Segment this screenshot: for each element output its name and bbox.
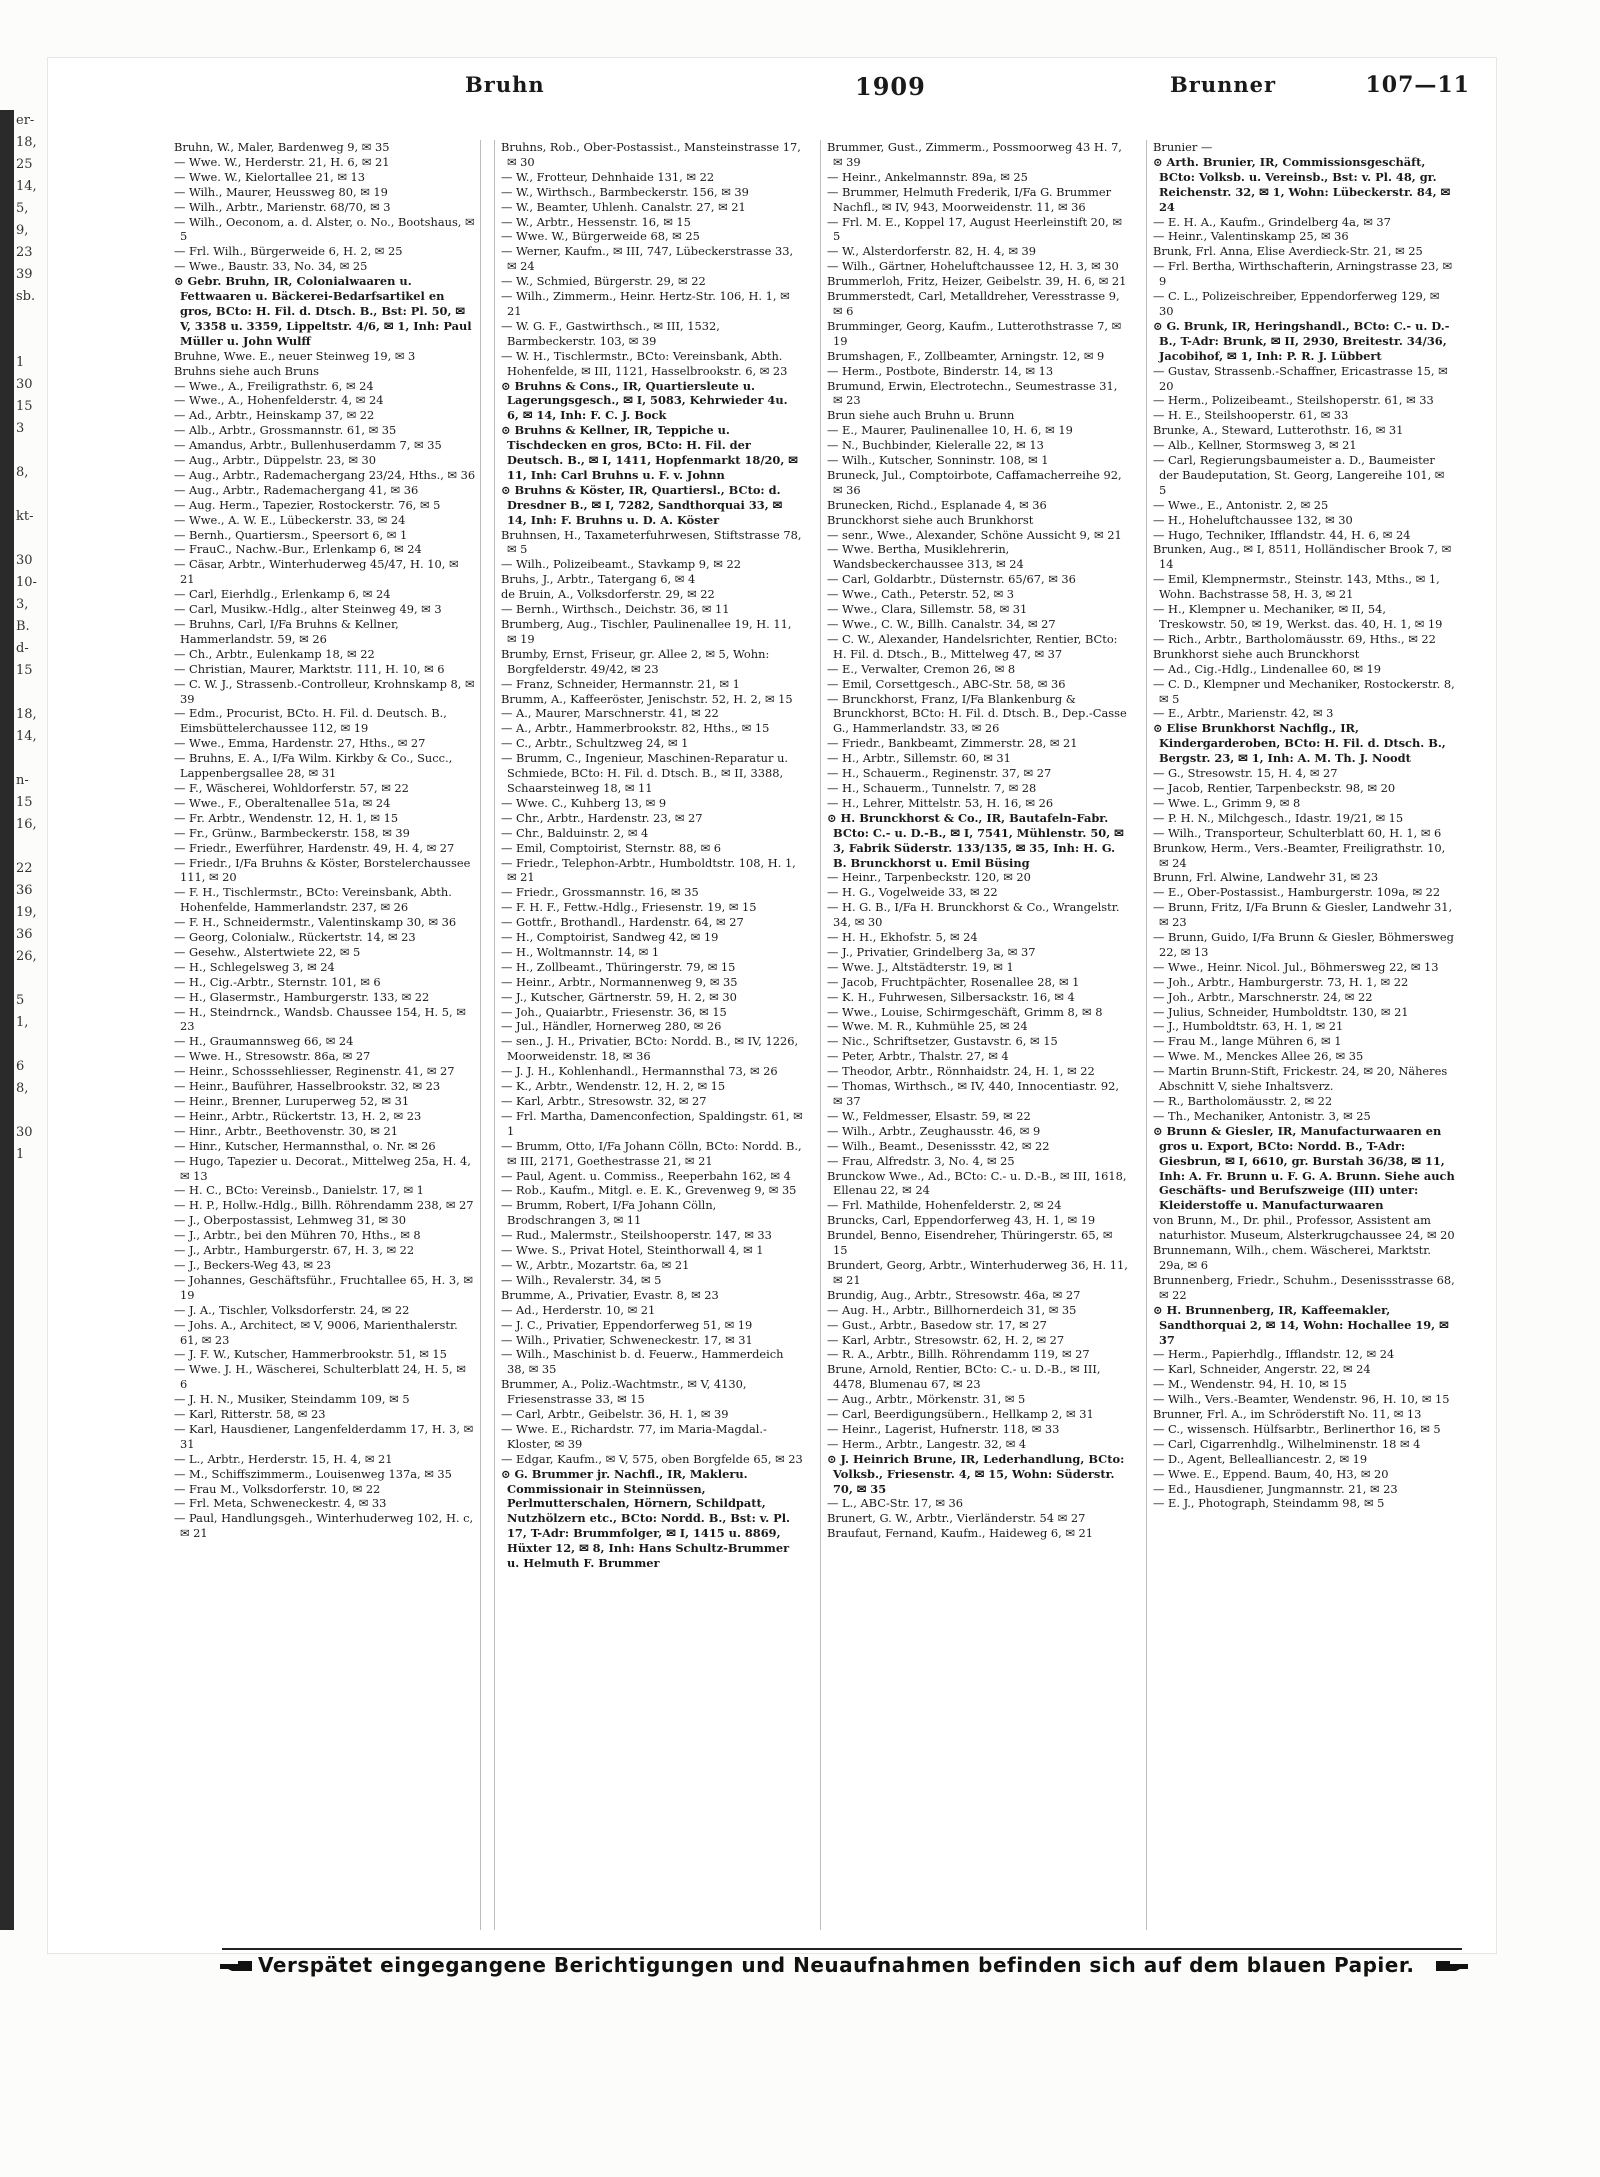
directory-entry: — Friedr., Telephon-Arbtr., Humboldtstr. 108, H. 1, ✉ 21 bbox=[501, 855, 796, 885]
directory-entry: — H. G. B., I/Fa H. Brunckhorst & Co., Wrangelstr. 34, ✉ 30 bbox=[827, 900, 1120, 930]
directory-entry: — Hugo, Techniker, Ifflandstr. 44, H. 6, ✉ 24 bbox=[1153, 527, 1411, 542]
directory-entry: — Carl, Musikw.-Hdlg., alter Steinweg 49, ✉ 3 bbox=[174, 602, 442, 617]
directory-entry: — Th., Mechaniker, Antonistr. 3, ✉ 25 bbox=[1153, 1108, 1371, 1123]
directory-entry: — Werner, Kaufm., ✉ III, 747, Lübeckerstrasse 33, ✉ 24 bbox=[501, 244, 794, 274]
directory-entry: — Chr., Balduinstr. 2, ✉ 4 bbox=[501, 825, 649, 840]
directory-entry: — Carl, Regierungsbaumeister a. D., Baumeister der Baudeputation, St. Georg, Langereihe 101, ✉ 5 bbox=[1153, 453, 1445, 497]
directory-entry: Brummer, Gust., Zimmerm., Possmoorweg 43 H. 7, ✉ 39 bbox=[827, 140, 1122, 169]
directory-entry: — Herm., Postbote, Binderstr. 14, ✉ 13 bbox=[827, 363, 1054, 378]
directory-entry: — C. D., Klempner und Mechaniker, Rostockerstr. 8, ✉ 5 bbox=[1153, 676, 1455, 706]
directory-entry: — Wwe. E., Eppend. Baum, 40, H3, ✉ 20 bbox=[1153, 1466, 1389, 1481]
directory-entry: — H. H., Ekhofstr. 5, ✉ 24 bbox=[827, 930, 978, 945]
directory-entry: — Heinr., Valentinskamp 25, ✉ 36 bbox=[1153, 229, 1349, 244]
directory-entry: — Wilh., Arbtr., Marienstr. 68/70, ✉ 3 bbox=[174, 199, 391, 214]
directory-entry: — Paul, Handlungsgeh., Winterhuderweg 102, H. c, ✉ 21 bbox=[174, 1511, 474, 1541]
directory-entry: Brundert, Georg, Arbtr., Winterhuderweg 36, H. 11, ✉ 21 bbox=[827, 1257, 1128, 1287]
directory-entry: ⊙ Gebr. Bruhn, IR, Colonialwaaren u. Fettwaaren u. Bäckerei-Bedarfsartikel en gros, BCto: H. Fil. d. Dtsch. B., Bst: Pl. 50, ✉ V, 3358 u. 3359, Lippeltstr. 4/6, ✉ 1, Inh: Paul Müller u. John Wulff bbox=[174, 274, 472, 348]
directory-entry: — Ed., Hausdiener, Jungmannstr. 21, ✉ 23 bbox=[1153, 1481, 1398, 1496]
directory-entry: — Bernh., Quartiersm., Speersort 6, ✉ 1 bbox=[174, 527, 408, 542]
directory-entry: — H., Lehrer, Mittelstr. 53, H. 16, ✉ 26 bbox=[827, 795, 1054, 810]
directory-entry: Brunert, G. W., Arbtr., Vierländerstr. 54 ✉ 27 bbox=[827, 1511, 1086, 1526]
directory-entry: — Karl, Schneider, Angerstr. 22, ✉ 24 bbox=[1153, 1362, 1371, 1377]
directory-entry: — Wilh., Maurer, Heussweg 80, ✉ 19 bbox=[174, 184, 388, 199]
directory-entry: — Aug., Arbtr., Mörkenstr. 31, ✉ 5 bbox=[827, 1392, 1026, 1407]
directory-entry: — Theodor, Arbtr., Rönnhaidstr. 24, H. 1, ✉ 22 bbox=[827, 1064, 1095, 1079]
directory-entry: Brummerstedt, Carl, Metalldreher, Veresstrasse 9, ✉ 6 bbox=[827, 289, 1120, 318]
directory-entry: — Jacob, Rentier, Tarpenbeckstr. 98, ✉ 20 bbox=[1153, 780, 1396, 795]
directory-entry: — Wwe. E., Richardstr. 77, im Maria-Magdal.-Kloster, ✉ 39 bbox=[501, 1421, 767, 1451]
directory-entry: — Heinr., Arbtr., Normannenweg 9, ✉ 35 bbox=[501, 974, 738, 989]
directory-entry: — E., Arbtr., Marienstr. 42, ✉ 3 bbox=[1153, 706, 1334, 721]
directory-entry: Brumby, Ernst, Friseur, gr. Allee 2, ✉ 5, Wohn: Borgfelderstr. 49/42, ✉ 23 bbox=[501, 646, 770, 676]
directory-entry: — Hugo, Tapezier u. Decorat., Mittelweg 25a, H. 4, ✉ 13 bbox=[174, 1153, 471, 1183]
directory-entry: Brunkhorst siehe auch Brunckhorst bbox=[1153, 646, 1360, 661]
directory-entry: Brunner, Frl. A., im Schröderstift No. 11, ✉ 13 bbox=[1153, 1407, 1422, 1422]
directory-entry: — L., ABC-Str. 17, ✉ 36 bbox=[827, 1496, 964, 1511]
directory-entry: — P. H. N., Milchgesch., Idastr. 19/21, ✉ 15 bbox=[1153, 810, 1404, 825]
directory-entry: — Heinr., Brenner, Luruperweg 52, ✉ 31 bbox=[174, 1094, 410, 1108]
directory-entry: — Wilh., Zimmerm., Heinr. Hertz-Str. 106, H. 1, ✉ 21 bbox=[501, 289, 790, 318]
directory-entry: — Wilh., Vers.-Beamter, Wendenstr. 96, H. 10, ✉ 15 bbox=[1153, 1392, 1450, 1407]
directory-entry: — F. H., Tischlermstr., BCto: Vereinsbank, Abth. Hohenfelde, Hammerlandstr. 237, ✉ 26 bbox=[174, 885, 452, 915]
directory-entry: Brumshagen, F., Zollbeamter, Arningstr. 12, ✉ 9 bbox=[827, 348, 1105, 363]
directory-entry: — E., Maurer, Paulinenallee 10, H. 6, ✉ 19 bbox=[827, 423, 1073, 438]
directory-entry: — Karl, Arbtr., Stresowstr. 62, H. 2, ✉ 27 bbox=[827, 1332, 1065, 1347]
directory-entry: — Brummer, Helmuth Frederik, I/Fa G. Brummer Nachfl., ✉ IV, 943, Moorweidenstr. 11, ✉ 36 bbox=[827, 184, 1112, 214]
directory-entry: — J. C., Privatier, Eppendorferweg 51, ✉ 19 bbox=[501, 1317, 753, 1332]
directory-entry: — H. G., Vogelweide 33, ✉ 22 bbox=[827, 885, 998, 900]
directory-entry: — H., Schauerm., Tunnelstr. 7, ✉ 28 bbox=[827, 780, 1037, 795]
directory-entry: — Wilh., Maschinist b. d. Feuerw., Hammerdeich 38, ✉ 35 bbox=[501, 1347, 784, 1377]
page-header bbox=[90, 72, 1470, 112]
directory-entry: — Wwe., A., Hohenfelderstr. 4, ✉ 24 bbox=[174, 393, 384, 408]
directory-entry: — Karl, Hausdiener, Langenfelderdamm 17, H. 3, ✉ 31 bbox=[174, 1421, 474, 1451]
directory-entry: — Wwe. S., Privat Hotel, Steinthorwall 4, ✉ 1 bbox=[501, 1243, 764, 1258]
directory-entry: Bruncks, Carl, Eppendorferweg 43, H. 1, ✉ 19 bbox=[827, 1213, 1096, 1228]
directory-entry: — Johannes, Geschäftsführ., Fruchtallee 65, H. 3, ✉ 19 bbox=[174, 1272, 473, 1302]
directory-entry: — Hinr., Kutscher, Hermannsthal, o. Nr. ✉ 26 bbox=[174, 1138, 436, 1153]
directory-entry: — H., Steindrnck., Wandsb. Chaussee 154, H. 5, ✉ 23 bbox=[174, 1004, 466, 1034]
directory-entry: — Heinr., Schosssehliesser, Reginenstr. 41, ✉ 27 bbox=[174, 1064, 455, 1079]
directory-entry: — Brumm, Otto, I/Fa Johann Cölln, BCto: Nordd. B., ✉ III, 2171, Goethestrasse 21, ✉ 21 bbox=[501, 1138, 802, 1168]
directory-entry: Brundig, Aug., Arbtr., Stresowstr. 46a, ✉ 27 bbox=[827, 1287, 1081, 1302]
pointing-hand-icon bbox=[1434, 1958, 1470, 1974]
directory-entry: — D., Agent, Bellealliancestr. 2, ✉ 19 bbox=[1153, 1451, 1368, 1466]
directory-entry: — Amandus, Arbtr., Bullenhuserdamm 7, ✉ 35 bbox=[174, 438, 442, 453]
directory-entry: — Rich., Arbtr., Bartholomäusstr. 69, Hths., ✉ 22 bbox=[1153, 631, 1436, 646]
directory-entry: — Friedr., Bankbeamt, Zimmerstr. 28, ✉ 21 bbox=[827, 736, 1078, 751]
directory-entry: — H., Schlegelsweg 3, ✉ 24 bbox=[174, 959, 335, 974]
directory-entry: — Gesehw., Alstertwiete 22, ✉ 5 bbox=[174, 944, 361, 959]
directory-entry: Brunnemann, Wilh., chem. Wäscherei, Marktstr. 29a, ✉ 6 bbox=[1153, 1243, 1432, 1272]
directory-entry: — H., Glasermstr., Hamburgerstr. 133, ✉ 22 bbox=[174, 989, 430, 1004]
directory-entry: Brunkow, Herm., Vers.-Beamter, Freiligrathstr. 10, ✉ 24 bbox=[1153, 840, 1446, 870]
directory-entry: — Wilh., Gärtner, Hoheluftchaussee 12, H. 3, ✉ 30 bbox=[827, 259, 1119, 274]
directory-entry: — Frau M., lange Mühren 6, ✉ 1 bbox=[1153, 1034, 1342, 1049]
column-1 bbox=[168, 140, 481, 1930]
directory-entry: Brunier — bbox=[1153, 140, 1213, 154]
directory-entry: — Wwe. W., Kielortallee 21, ✉ 13 bbox=[174, 169, 366, 184]
header-year: 1909 bbox=[855, 72, 926, 101]
directory-entry: — Joh., Arbtr., Marschnerstr. 24, ✉ 22 bbox=[1153, 989, 1373, 1004]
directory-entry: Bruhne, Wwe. E., neuer Steinweg 19, ✉ 3 bbox=[174, 348, 416, 363]
directory-entry: — senr., Wwe., Alexander, Schöne Aussicht 9, ✉ 21 bbox=[827, 527, 1122, 542]
directory-entry: — Herm., Papierhdlg., Ifflandstr. 12, ✉ 24 bbox=[1153, 1347, 1395, 1362]
directory-entry: ⊙ Elise Brunkhorst Nachflg., IR, Kindergarderoben, BCto: H. Fil. d. Dtsch. B., Bergstr. 23, ✉ 1, Inh: A. M. Th. J. Noodt bbox=[1153, 721, 1446, 766]
directory-entry: — E., Verwalter, Cremon 26, ✉ 8 bbox=[827, 661, 1016, 676]
directory-entry: — FrauC., Nachw.-Bur., Erlenkamp 6, ✉ 24 bbox=[174, 542, 422, 557]
directory-entry: — W., Schmied, Bürgerstr. 29, ✉ 22 bbox=[501, 274, 706, 289]
directory-entry: — Franz, Schneider, Hermannstr. 21, ✉ 1 bbox=[501, 676, 740, 691]
column-4 bbox=[1146, 140, 1459, 1930]
directory-entry: — J., Arbtr., Hamburgerstr. 67, H. 3, ✉ 22 bbox=[174, 1243, 415, 1258]
directory-entry: — Wwe., E., Antonistr. 2, ✉ 25 bbox=[1153, 497, 1329, 512]
directory-entry: — Christian, Maurer, Marktstr. 111, H. 10, ✉ 6 bbox=[174, 661, 445, 676]
directory-entry: — Wwe. W., Herderstr. 21, H. 6, ✉ 21 bbox=[174, 154, 390, 169]
directory-entry: — A., Maurer, Marschnerstr. 41, ✉ 22 bbox=[501, 706, 719, 721]
directory-entry: — Frl. Wilh., Bürgerweide 6, H. 2, ✉ 25 bbox=[174, 244, 403, 259]
directory-entry: Brunke, A., Steward, Lutterothstr. 16, ✉ 31 bbox=[1153, 423, 1404, 438]
header-right-keyword: Brunner bbox=[1170, 72, 1277, 97]
directory-entry: — Gust., Arbtr., Basedow str. 17, ✉ 27 bbox=[827, 1317, 1047, 1332]
directory-entry: — Brumm, C., Ingenieur, Maschinen-Reparatur u. Schmiede, BCto: H. Fil. d. Dtsch. B., ✉ II, 3388, Schaarsteinweg 18, ✉ 11 bbox=[501, 751, 789, 795]
directory-entry: — H. P., Hollw.-Hdlg., Billh. Röhrendamm 238, ✉ 27 bbox=[174, 1198, 474, 1213]
directory-entry: — Carl, Goldarbtr., Düsternstr. 65/67, ✉ 36 bbox=[827, 572, 1076, 587]
directory-entry: — W., Feldmesser, Elsastr. 59, ✉ 22 bbox=[827, 1108, 1031, 1123]
directory-entry: — H., Klempner u. Mechaniker, ✉ II, 54, Treskowstr. 50, ✉ 19, Werkst. das. 40, H. 1, ✉ 19 bbox=[1153, 602, 1443, 631]
directory-entry: — Johs. A., Architect, ✉ V, 9006, Marienthalerstr. 61, ✉ 23 bbox=[174, 1317, 458, 1347]
directory-entry: Bruhn, W., Maler, Bardenweg 9, ✉ 35 bbox=[174, 140, 390, 154]
directory-entry: — Wwe., Cath., Peterstr. 52, ✉ 3 bbox=[827, 587, 1015, 602]
directory-entry: — Bruhns, Carl, I/Fa Bruhns & Kellner, Hammerlandstr. 59, ✉ 26 bbox=[174, 617, 399, 646]
directory-entry: — K., Arbtr., Wendenstr. 12, H. 2, ✉ 15 bbox=[501, 1079, 726, 1094]
directory-entry: — Carl, Beerdigungsübern., Hellkamp 2, ✉ 31 bbox=[827, 1407, 1094, 1422]
directory-entry: — Karl, Arbtr., Stresowstr. 32, ✉ 27 bbox=[501, 1094, 707, 1108]
directory-entry: — H., Hoheluftchaussee 132, ✉ 30 bbox=[1153, 512, 1353, 527]
directory-entry: — Wilh., Oeconom, a. d. Alster, o. No., Bootshaus, ✉ 5 bbox=[174, 214, 475, 244]
directory-entry: Brumminger, Georg, Kaufm., Lutterothstrasse 7, ✉ 19 bbox=[827, 318, 1122, 348]
directory-entry: — Hinr., Arbtr., Beethovenstr. 30, ✉ 21 bbox=[174, 1123, 398, 1138]
directory-entry: — Carl, Cigarrenhdlg., Wilhelminenstr. 18 ✉ 4 bbox=[1153, 1436, 1421, 1451]
directory-entry: — Wwe., Baustr. 33, No. 34, ✉ 25 bbox=[174, 259, 368, 274]
directory-entry: — Emil, Comptoirist, Sternstr. 88, ✉ 6 bbox=[501, 840, 722, 855]
directory-entry: — Herm., Arbtr., Langestr. 32, ✉ 4 bbox=[827, 1436, 1027, 1451]
directory-entry: — C., Arbtr., Schultzweg 24, ✉ 1 bbox=[501, 736, 689, 751]
directory-entry: — A., Arbtr., Hammerbrookstr. 82, Hths., ✉ 15 bbox=[501, 721, 770, 736]
directory-entry: Braufaut, Fernand, Kaufm., Haideweg 6, ✉ 21 bbox=[827, 1526, 1094, 1541]
directory-entry: — Ch., Arbtr., Eulenkamp 18, ✉ 22 bbox=[174, 646, 375, 661]
directory-entry: — Thomas, Wirthsch., ✉ IV, 440, Innocentiastr. 92, ✉ 37 bbox=[827, 1079, 1120, 1108]
directory-entry: — Aug., Arbtr., Rademachergang 23/24, Hths., ✉ 36 bbox=[174, 467, 476, 482]
directory-entry: — F., Wäscherei, Wohldorferstr. 57, ✉ 22 bbox=[174, 780, 409, 795]
directory-entry: — Ad., Cig.-Hdlg., Lindenallee 60, ✉ 19 bbox=[1153, 661, 1382, 676]
directory-entry: — C. W., Alexander, Handelsrichter, Rentier, BCto: H. Fil. d. Dtsch., B., Mittelweg 47, ✉ 37 bbox=[827, 631, 1118, 661]
directory-entry: — Chr., Arbtr., Hardenstr. 23, ✉ 27 bbox=[501, 810, 703, 825]
directory-entry: Brummer, A., Poliz.-Wachtmstr., ✉ V, 4130, Friesenstrasse 33, ✉ 15 bbox=[501, 1377, 747, 1407]
directory-entry: — J. H. N., Musiker, Steindamm 109, ✉ 5 bbox=[174, 1392, 410, 1407]
directory-entry: — J., Humboldtstr. 63, H. 1, ✉ 21 bbox=[1153, 1019, 1344, 1034]
header-page-number: 107—11 bbox=[1365, 72, 1470, 98]
directory-entry: — Jul., Händler, Hornerweg 280, ✉ 26 bbox=[501, 1019, 722, 1034]
directory-entry: — Wwe. W., Bürgerweide 68, ✉ 25 bbox=[501, 229, 700, 244]
directory-entry: — Ad., Herderstr. 10, ✉ 21 bbox=[501, 1302, 656, 1317]
directory-entry: — H., Zollbeamt., Thüringerstr. 79, ✉ 15 bbox=[501, 959, 736, 974]
directory-entry: — Frl. M. E., Koppel 17, August Heerleinstift 20, ✉ 5 bbox=[827, 214, 1122, 244]
directory-entry: Brunckow Wwe., Ad., BCto: C.- u. D.-B., ✉ III, 1618, Ellenau 22, ✉ 24 bbox=[827, 1168, 1127, 1198]
directory-entry: — Friedr., I/Fa Bruhns & Köster, Borstelerchaussee 111, ✉ 20 bbox=[174, 855, 471, 885]
directory-entry: — F. H., Schneidermstr., Valentinskamp 30, ✉ 36 bbox=[174, 915, 457, 930]
directory-entry: — Brunckhorst, Franz, I/Fa Blankenburg & Brunckhorst, BCto: H. Fil. d. Dtsch. B., Dep.-Casse G., Hammerlandstr. 33, ✉ 26 bbox=[827, 691, 1127, 736]
directory-entry: — Frau, Alfredstr. 3, No. 4, ✉ 25 bbox=[827, 1153, 1015, 1168]
directory-entry: — Rud., Malermstr., Steilshooperstr. 147, ✉ 33 bbox=[501, 1228, 772, 1243]
directory-entry: — F. H. F., Fettw.-Hdlg., Friesenstr. 19, ✉ 15 bbox=[501, 900, 757, 915]
directory-entry: — Martin Brunn-Stift, Frickestr. 24, ✉ 20, Näheres Abschnitt V, siehe Inhaltsverz. bbox=[1153, 1064, 1448, 1094]
directory-entry: Bruhns, Rob., Ober-Postassist., Mansteinstrasse 17, ✉ 30 bbox=[501, 140, 801, 169]
directory-entry: — Alb., Kellner, Stormsweg 3, ✉ 21 bbox=[1153, 438, 1357, 453]
directory-entry: — Joh., Arbtr., Hamburgerstr. 73, H. 1, ✉ 22 bbox=[1153, 974, 1409, 989]
directory-entry: Brundel, Benno, Eisendreher, Thüringerstr. 65, ✉ 15 bbox=[827, 1228, 1113, 1258]
directory-entry: Brumm, A., Kaffeeröster, Jenischstr. 52, H. 2, ✉ 15 bbox=[501, 691, 793, 706]
directory-entry: — Joh., Quaiarbtr., Friesenstr. 36, ✉ 15 bbox=[501, 1004, 727, 1019]
directory-entry: — C. L., Polizeischreiber, Eppendorferweg 129, ✉ 30 bbox=[1153, 289, 1440, 318]
directory-entry: — Brunn, Guido, I/Fa Brunn & Giesler, Böhmersweg 22, ✉ 13 bbox=[1153, 930, 1454, 959]
directory-entry: — Fr. Arbtr., Wendenstr. 12, H. 1, ✉ 15 bbox=[174, 810, 399, 825]
directory-entry: — Aug. Herm., Tapezier, Rostockerstr. 76, ✉ 5 bbox=[174, 497, 441, 512]
directory-entry: — Frl. Mathilde, Hohenfelderstr. 2, ✉ 24 bbox=[827, 1198, 1062, 1213]
pointing-hand-icon bbox=[218, 1958, 254, 1974]
directory-entry: — Fr., Grünw., Barmbeckerstr. 158, ✉ 39 bbox=[174, 825, 410, 840]
directory-entry: — W., Alsterdorferstr. 82, H. 4, ✉ 39 bbox=[827, 244, 1036, 259]
directory-entry: — Wwe., Heinr. Nicol. Jul., Böhmersweg 22, ✉ 13 bbox=[1153, 959, 1439, 974]
directory-entry: ⊙ G. Brunk, IR, Heringshandl., BCto: C.- u. D.-B., T-Adr: Brunk, ✉ II, 2930, Breitestr. 34/36, Jacobihof, ✉ 1, Inh: P. R. J. Lübbert bbox=[1153, 318, 1450, 363]
directory-entry: ⊙ Bruhns & Cons., IR, Quartiersleute u. Lagerungsgesch., ✉ I, 5083, Kehrwieder 4u. 6, ✉ 14, Inh: F. C. J. Bock bbox=[501, 378, 788, 423]
directory-entry: — G., Stresowstr. 15, H. 4, ✉ 27 bbox=[1153, 766, 1338, 781]
directory-entry: — Wilh., Arbtr., Zeughausstr. 46, ✉ 9 bbox=[827, 1123, 1041, 1138]
directory-entry: Brunecken, Richd., Esplanade 4, ✉ 36 bbox=[827, 497, 1047, 512]
directory-entry: — R. A., Arbtr., Billh. Röhrendamm 119, ✉ 27 bbox=[827, 1347, 1090, 1362]
directory-entry: — H. C., BCto: Vereinsb., Danielstr. 17, ✉ 1 bbox=[174, 1183, 424, 1198]
directory-entry: ⊙ H. Brunnenberg, IR, Kaffeemakler, Sandthorquai 2, ✉ 14, Wohn: Hochallee 19, ✉ 37 bbox=[1153, 1302, 1449, 1347]
directory-entry: ⊙ Bruhns & Kellner, IR, Teppiche u. Tischdecken en gros, BCto: H. Fil. der Deutsch. B., ✉ I, 1411, Hopfenmarkt 18/20, ✉ 11, Inh: Carl Bruhns u. F. v. Johnn bbox=[501, 423, 798, 482]
directory-entry: — Wwe. M., Menckes Allee 26, ✉ 35 bbox=[1153, 1049, 1364, 1064]
directory-entry: — Wwe. Bertha, Musiklehrerin, Wandsbeckerchaussee 313, ✉ 24 bbox=[827, 542, 1024, 572]
directory-entry: — M., Wendenstr. 94, H. 10, ✉ 15 bbox=[1153, 1377, 1347, 1392]
directory-entry: — Heinr., Lagerist, Hufnerstr. 118, ✉ 33 bbox=[827, 1421, 1060, 1436]
directory-entry: — Alb., Arbtr., Grossmannstr. 61, ✉ 35 bbox=[174, 423, 397, 438]
directory-entry: — Herm., Polizeibeamt., Steilshoperstr. 61, ✉ 33 bbox=[1153, 393, 1434, 408]
directory-entry: ⊙ J. Heinrich Brune, IR, Lederhandlung, BCto: Volksb., Friesenstr. 4, ✉ 15, Wohn: Süderstr. 70, ✉ 35 bbox=[827, 1451, 1125, 1496]
directory-entry: — R., Bartholomäusstr. 2, ✉ 22 bbox=[1153, 1094, 1333, 1108]
directory-entry: — Aug., Arbtr., Rademachergang 41, ✉ 36 bbox=[174, 482, 419, 497]
directory-entry: Brunckhorst siehe auch Brunkhorst bbox=[827, 512, 1034, 527]
directory-entry: — Wwe. J. H., Wäscherei, Schulterblatt 24, H. 5, ✉ 6 bbox=[174, 1362, 466, 1392]
directory-entry: — Friedr., Ewerführer, Hardenstr. 49, H. 4, ✉ 27 bbox=[174, 840, 455, 855]
directory-entry: — Frl. Martha, Damenconfection, Spaldingstr. 61, ✉ 1 bbox=[501, 1108, 803, 1138]
directory-entry: — W., Arbtr., Hessenstr. 16, ✉ 15 bbox=[501, 214, 691, 229]
directory-entry: — Brumm, Robert, I/Fa Johann Cölln, Brodschrangen 3, ✉ 11 bbox=[501, 1198, 717, 1228]
directory-entry: — Wwe. J., Altstädterstr. 19, ✉ 1 bbox=[827, 959, 1014, 974]
directory-entry: — Aug., Arbtr., Düppelstr. 23, ✉ 30 bbox=[174, 453, 377, 468]
directory-entry: ⊙ H. Brunckhorst & Co., IR, Bautafeln-Fabr. BCto: C.- u. D.-B., ✉ I, 7541, Mühlenstr. 50, ✉ 3, Fabrik Süderstr. 133/135, ✉ 35, Inh: H. G. B. Brunckhorst u. Emil Büsing bbox=[827, 810, 1124, 870]
directory-entry: — Emil, Corsettgesch., ABC-Str. 58, ✉ 36 bbox=[827, 676, 1066, 691]
directory-entry: — K. H., Fuhrwesen, Silbersackstr. 16, ✉ 4 bbox=[827, 989, 1075, 1004]
directory-entry: — Gottfr., Brothandl., Hardenstr. 64, ✉ 27 bbox=[501, 915, 744, 930]
directory-entry: — Wilh., Kutscher, Sonninstr. 108, ✉ 1 bbox=[827, 453, 1049, 468]
directory-entry: — Wwe., Clara, Sillemstr. 58, ✉ 31 bbox=[827, 602, 1028, 617]
directory-entry: — W., Frotteur, Dehnhaide 131, ✉ 22 bbox=[501, 169, 715, 184]
directory-entry: — Brunn, Fritz, I/Fa Brunn & Giesler, Landwehr 31, ✉ 23 bbox=[1153, 900, 1453, 930]
directory-entry: — Frl. Bertha, Wirthschafterin, Arningstrasse 23, ✉ 9 bbox=[1153, 259, 1453, 289]
directory-entry: — Edm., Procurist, BCto. H. Fil. d. Deutsch. B., Eimsbüttelerchaussee 112, ✉ 19 bbox=[174, 706, 447, 736]
directory-entry: — H. E., Steilshooperstr. 61, ✉ 33 bbox=[1153, 408, 1349, 423]
directory-entry: — C., wissensch. Hülfsarbtr., Berlinerthor 16, ✉ 5 bbox=[1153, 1421, 1441, 1436]
directory-entry: — Wwe., Emma, Hardenstr. 27, Hths., ✉ 27 bbox=[174, 736, 426, 751]
directory-entry: — Wwe., Louise, Schirmgeschäft, Grimm 8, ✉ 8 bbox=[827, 1004, 1103, 1019]
directory-entry: — Heinr., Ankelmannstr. 89a, ✉ 25 bbox=[827, 169, 1028, 184]
directory-entry: — J., Beckers-Weg 43, ✉ 23 bbox=[174, 1257, 332, 1272]
directory-entry: — W., Wirthsch., Barmbeckerstr. 156, ✉ 39 bbox=[501, 184, 749, 199]
column-2 bbox=[494, 140, 807, 1930]
directory-entry: — Edgar, Kaufm., ✉ V, 575, oben Borgfelde 65, ✉ 23 bbox=[501, 1451, 803, 1466]
directory-entry: — J., Oberpostassist, Lehmweg 31, ✉ 30 bbox=[174, 1213, 406, 1228]
directory-entry: — Carl, Eierhdlg., Erlenkamp 6, ✉ 24 bbox=[174, 587, 391, 602]
directory-entry: ⊙ Bruhns & Köster, IR, Quartiersl., BCto: d. Dresdner B., ✉ I, 7282, Sandthorquai 33, ✉ 14, Inh: F. Bruhns u. D. A. Köster bbox=[501, 482, 783, 527]
directory-entry: — Wwe., A., Freiligrathstr. 6, ✉ 24 bbox=[174, 378, 374, 393]
directory-entry: — W. G. F., Gastwirthsch., ✉ III, 1532, Barmbeckerstr. 103, ✉ 39 bbox=[501, 318, 720, 348]
directory-entry: ⊙ Brunn & Giesler, IR, Manufacturwaaren en gros u. Export, BCto: Nordd. B., T-Adr: Giesbrun, ✉ I, 6610, gr. Burstah 36/38, ✉ 11, Inh: A. Fr. Brunn u. F. G. A. Brunn. Siehe auch Geschäfts- und Berufszweige (III) unter: Kleiderstoffe u. Manufacturwaaren bbox=[1153, 1123, 1455, 1213]
directory-entry: — J. J. H., Kohlenhandl., Hermannsthal 73, ✉ 26 bbox=[501, 1064, 778, 1079]
directory-entry: Brunn, Frl. Alwine, Landwehr 31, ✉ 23 bbox=[1153, 870, 1379, 885]
directory-entry: — W., Arbtr., Mozartstr. 6a, ✉ 21 bbox=[501, 1257, 690, 1272]
footer-notice: Verspätet eingegangene Berichtigungen und Neuaufnahmen befinden sich auf dem blauen Papier. bbox=[258, 1953, 1415, 1977]
directory-entry: — Wwe. L., Grimm 9, ✉ 8 bbox=[1153, 795, 1301, 810]
directory-entry: Bruhns siehe auch Bruns bbox=[174, 363, 320, 378]
directory-entry: — Georg, Colonialw., Rückertstr. 14, ✉ 23 bbox=[174, 930, 416, 945]
directory-entry: — Wwe. C., Kuhberg 13, ✉ 9 bbox=[501, 795, 667, 810]
directory-entry: — Frau M., Volksdorferstr. 10, ✉ 22 bbox=[174, 1481, 381, 1496]
directory-entry: — Ad., Arbtr., Heinskamp 37, ✉ 22 bbox=[174, 408, 375, 423]
directory-entry: — H., Cig.-Arbtr., Sternstr. 101, ✉ 6 bbox=[174, 974, 381, 989]
directory-entry: — J., Kutscher, Gärtnerstr. 59, H. 2, ✉ 30 bbox=[501, 989, 737, 1004]
directory-entry: — E. J., Photograph, Steindamm 98, ✉ 5 bbox=[1153, 1496, 1385, 1511]
directory-entry: — W., Beamter, Uhlenh. Canalstr. 27, ✉ 21 bbox=[501, 199, 746, 214]
directory-entry: — Karl, Ritterstr. 58, ✉ 23 bbox=[174, 1407, 326, 1422]
directory-entry: — Wwe., A. W. E., Lübeckerstr. 33, ✉ 24 bbox=[174, 512, 406, 527]
directory-entry: — N., Buchbinder, Kieleralle 22, ✉ 13 bbox=[827, 438, 1044, 453]
previous-page-edge bbox=[0, 110, 14, 1930]
directory-entry: Brune, Arnold, Rentier, BCto: C.- u. D.-B., ✉ III, 4478, Blumenau 67, ✉ 23 bbox=[827, 1362, 1101, 1392]
directory-entry: Brunken, Aug., ✉ I, 8511, Holländischer Brook 7, ✉ 14 bbox=[1153, 542, 1452, 572]
directory-entry: — Heinr., Arbtr., Rückertstr. 13, H. 2, ✉ 23 bbox=[174, 1108, 422, 1123]
directory-entry: — Bruhns, E. A., I/Fa Wilm. Kirkby & Co., Succ., Lappenbergsallee 28, ✉ 31 bbox=[174, 751, 453, 781]
directory-entry: Brumund, Erwin, Electrotechn., Seumestrasse 31, ✉ 23 bbox=[827, 378, 1118, 408]
directory-entry: Brumberg, Aug., Tischler, Paulinenallee 19, H. 11, ✉ 19 bbox=[501, 617, 792, 646]
directory-entry: — Emil, Klempnermstr., Steinstr. 143, Mths., ✉ 1, Wohn. Bachstrasse 58, H. 3, ✉ 21 bbox=[1153, 572, 1440, 602]
directory-entry: — sen., J. H., Privatier, BCto: Nordd. B., ✉ IV, 1226, Moorweidenstr. 18, ✉ 36 bbox=[501, 1034, 799, 1064]
directory-entry: — Peter, Arbtr., Thalstr. 27, ✉ 4 bbox=[827, 1049, 1009, 1064]
directory-entry: — Paul, Agent. u. Commiss., Reeperbahn 162, ✉ 4 bbox=[501, 1168, 791, 1183]
directory-entry: — Wilh., Revalerstr. 34, ✉ 5 bbox=[501, 1272, 662, 1287]
directory-entry: — Wwe., C. W., Billh. Canalstr. 34, ✉ 27 bbox=[827, 617, 1056, 631]
directory-entry: Brummerloh, Fritz, Heizer, Geibelstr. 39, H. 6, ✉ 21 bbox=[827, 274, 1127, 289]
directory-entry: — J. F. W., Kutscher, Hammerbrookstr. 51, ✉ 15 bbox=[174, 1347, 447, 1362]
directory-entry: — Wwe., F., Oberaltenallee 51a, ✉ 24 bbox=[174, 795, 391, 810]
directory-entry: — Wilh., Transporteur, Schulterblatt 60, H. 1, ✉ 6 bbox=[1153, 825, 1442, 840]
directory-entry: — Wwe. H., Stresowstr. 86a, ✉ 27 bbox=[174, 1049, 371, 1064]
directory-entry: Brun siehe auch Bruhn u. Brunn bbox=[827, 408, 1015, 423]
directory-entry: — Bernh., Wirthsch., Deichstr. 36, ✉ 11 bbox=[501, 602, 730, 617]
directory-entry: von Brunn, M., Dr. phil., Professor, Assistent am naturhistor. Museum, Alsterkrugchaussee 24, ✉ 20 bbox=[1153, 1213, 1455, 1243]
directory-entry: — Nic., Schriftsetzer, Gustavstr. 6, ✉ 15 bbox=[827, 1034, 1058, 1049]
directory-entry: — E. H. A., Kaufm., Grindelberg 4a, ✉ 37 bbox=[1153, 214, 1391, 229]
directory-entry: — E., Ober-Postassist., Hamburgerstr. 109a, ✉ 22 bbox=[1153, 885, 1441, 900]
previous-page-margin-text: er- 18, 25 14, 5, 9, 23 39 sb. 1 30 15 3 8, kt- 30 10- 3, B. d- 15 18, 14, n- 15 16, 22 36 19, 36 26, 5 1, 6 8, 30 1 bbox=[16, 113, 37, 1162]
directory-entry: — Wwe. M. R., Kuhmühle 25, ✉ 24 bbox=[827, 1019, 1028, 1034]
directory-entry: — Gustav, Strassenb.-Schaffner, Ericastrasse 15, ✉ 20 bbox=[1153, 363, 1448, 393]
directory-entry: — Wilh., Polizeibeamt., Stavkamp 9, ✉ 22 bbox=[501, 557, 741, 572]
directory-columns bbox=[168, 140, 1458, 1930]
directory-entry: — C. W. J., Strassenb.-Controlleur, Krohnskamp 8, ✉ 39 bbox=[174, 676, 475, 706]
directory-entry: Bruhs, J., Arbtr., Tatergang 6, ✉ 4 bbox=[501, 572, 696, 587]
column-3 bbox=[820, 140, 1133, 1930]
directory-entry: — Heinr., Bauführer, Hasselbrookstr. 32, ✉ 23 bbox=[174, 1079, 441, 1094]
directory-entry: ⊙ G. Brummer jr. Nachfl., IR, Makleru. Commissionair in Steinnüssen, Perlmutterschalen, Hörnern, Schildpatt, Nutzhölzern etc., BCto: Nordd. B., Bst: v. Pl. 17, T-Adr: Brummfolger, ✉ I, 1415 u. 8869, Hüxter 12, ✉ 8, Inh: Hans Schultz-Brummer u. Helmuth F. Brummer bbox=[501, 1466, 790, 1571]
directory-entry: — Heinr., Tarpenbeckstr. 120, ✉ 20 bbox=[827, 870, 1031, 885]
directory-entry: — J., Privatier, Grindelberg 3a, ✉ 37 bbox=[827, 944, 1036, 959]
directory-entry: — Friedr., Grossmannstr. 16, ✉ 35 bbox=[501, 885, 699, 900]
directory-entry: Bruneck, Jul., Comptoirbote, Caffamacherreihe 92, ✉ 36 bbox=[827, 467, 1122, 497]
directory-entry: — H., Arbtr., Sillemstr. 60, ✉ 31 bbox=[827, 751, 1011, 766]
directory-entry: — Wilh., Beamt., Desenissstr. 42, ✉ 22 bbox=[827, 1138, 1050, 1153]
directory-entry: — Cäsar, Arbtr., Winterhuderweg 45/47, H. 10, ✉ 21 bbox=[174, 557, 459, 587]
directory-entry: — H., Woltmannstr. 14, ✉ 1 bbox=[501, 944, 660, 959]
directory-entry: — Carl, Arbtr., Geibelstr. 36, H. 1, ✉ 39 bbox=[501, 1407, 729, 1422]
directory-entry: — J., Arbtr., bei den Mühren 70, Hths., ✉ 8 bbox=[174, 1228, 421, 1243]
directory-entry: — Aug. H., Arbtr., Billhornerdeich 31, ✉ 35 bbox=[827, 1302, 1077, 1317]
directory-entry: — J. A., Tischler, Volksdorferstr. 24, ✉ 22 bbox=[174, 1302, 410, 1317]
header-left-keyword: Bruhn bbox=[465, 72, 545, 97]
directory-entry: — Wilh., Privatier, Schweneckestr. 17, ✉ 31 bbox=[501, 1332, 753, 1347]
directory-entry: ⊙ Arth. Brunier, IR, Commissionsgeschäft, BCto: Volksb. u. Vereinsb., Bst: v. Pl. 48, gr. Reichenstr. 32, ✉ 1, Wohn: Lübeckerstr. 84, ✉ 24 bbox=[1153, 154, 1451, 214]
directory-entry: — Rob., Kaufm., Mitgl. e. E. K., Grevenweg 9, ✉ 35 bbox=[501, 1183, 797, 1198]
directory-entry: — Julius, Schneider, Humboldtstr. 130, ✉ 21 bbox=[1153, 1004, 1409, 1019]
directory-entry: Bruhnsen, H., Taxameterfuhrwesen, Stiftstrasse 78, ✉ 5 bbox=[501, 527, 802, 557]
directory-entry: — H., Comptoirist, Sandweg 42, ✉ 19 bbox=[501, 930, 719, 945]
directory-entry: de Bruin, A., Volksdorferstr. 29, ✉ 22 bbox=[501, 587, 715, 602]
directory-entry: Brunnenberg, Friedr., Schuhm., Desenissstrasse 68, ✉ 22 bbox=[1153, 1272, 1455, 1302]
directory-entry: — M., Schiffszimmerm., Louisenweg 137a, ✉ 35 bbox=[174, 1466, 452, 1481]
directory-entry: Brunk, Frl. Anna, Elise Averdieck-Str. 21, ✉ 25 bbox=[1153, 244, 1423, 259]
directory-entry: Brumme, A., Privatier, Evastr. 8, ✉ 23 bbox=[501, 1287, 719, 1302]
directory-entry: — H., Graumannsweg 66, ✉ 24 bbox=[174, 1034, 354, 1049]
directory-entry: — W. H., Tischlermstr., BCto: Vereinsbank, Abth. Hohenfelde, ✉ III, 1121, Hasselbrookstr. 6, ✉ 23 bbox=[501, 348, 788, 378]
directory-entry: — Jacob, Fruchtpächter, Rosenallee 28, ✉ 1 bbox=[827, 974, 1080, 989]
directory-entry: — H., Schauerm., Reginenstr. 37, ✉ 27 bbox=[827, 766, 1052, 781]
directory-entry: — Frl. Meta, Schweneckestr. 4, ✉ 33 bbox=[174, 1496, 387, 1511]
directory-entry: — L., Arbtr., Herderstr. 15, H. 4, ✉ 21 bbox=[174, 1451, 393, 1466]
